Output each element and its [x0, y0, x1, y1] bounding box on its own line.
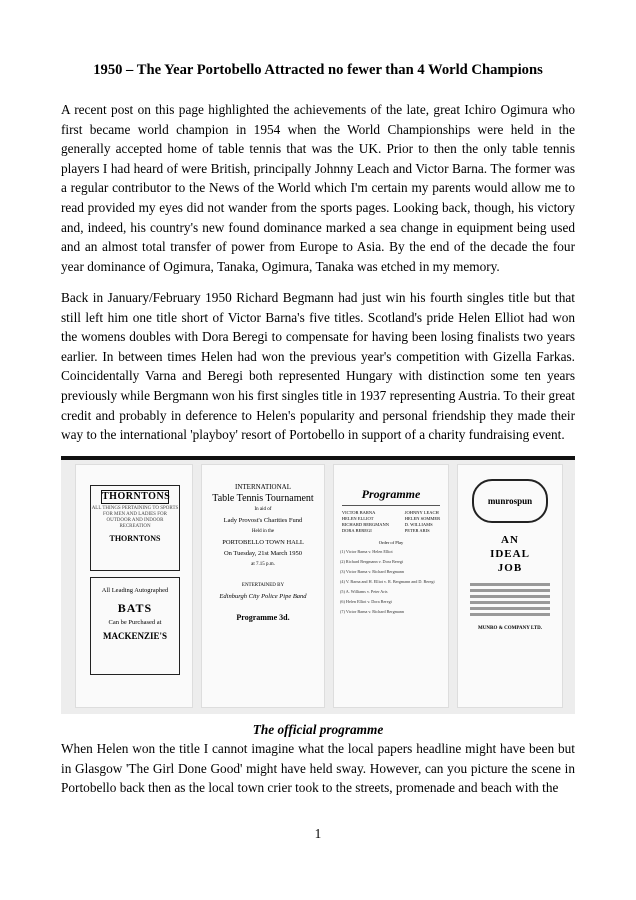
programme-heading: Programme — [361, 487, 421, 501]
match-row: (6) Helen Elliot v. Dora Beregi — [340, 599, 392, 604]
thorntons-advert — [90, 485, 180, 571]
cover-line-3: In aid of — [254, 507, 272, 512]
match-row: (2) Richard Bergmann v. Dora Beregi — [340, 559, 404, 564]
munro-company: MUNRO & COMPANY LTD. — [478, 626, 542, 631]
ad-line-2: Can be Purchased at — [108, 619, 162, 626]
players-list — [334, 510, 448, 534]
order-of-play-label: Order of Play — [378, 540, 404, 545]
right-player: HELEN SOMMER — [404, 516, 441, 521]
cover-line-2: Table Tennis Tournament — [212, 493, 314, 504]
cover-line-9: ENTERTAINED BY — [241, 583, 285, 588]
cover-line-5: Held in the — [251, 529, 275, 534]
programme-page-munro — [457, 464, 563, 708]
right-player: D. WILLIAMS — [404, 522, 433, 527]
ad-shop: MACKENZIE'S — [102, 631, 167, 641]
programme-page-order — [333, 464, 449, 708]
paragraph-2: Back in January/February 1950 Richard Begmann had just win his fourth singles title but that still left him one title short of Victor Barna's five titles. Scotland's pride Helen Elliot had won the womens doubles with Dora Beregi to compensate for having been losing finalists two years earlier. In between times Helen had won the previous year's competition with Gizella Farkas. Coincidentally Varna and Beregi both represented Hungary with distinction some ten years previously while Bergmann won his first singles title in 1937 representing Austria. To their great credit and probably in deference to Helen's popularity and personal friendship they made their way to the international 'playboy' resort of Portobello in support of a charity fundraising event. — [61, 290, 575, 443]
ideal-line-1: AN — [501, 534, 519, 546]
match-row: (3) Victor Barna v. Richard Bergmann — [340, 569, 404, 574]
cover-line-4: Lady Provost's Charities Fund — [223, 517, 303, 524]
programme-page-cover — [201, 464, 325, 708]
match-row: (1) Victor Barna v. Helen Elliot — [340, 549, 393, 554]
paragraph-3: When Helen won the title I cannot imagine what the local papers headline might have been but in Glasgow 'The Girl Done Good' might have held sway. However, can you picture the scene in Portobello back then as the local town crier took to the streets, promenade and beach with the — [61, 741, 575, 796]
cover-line-8: at 7.15 p.m. — [251, 562, 275, 567]
cover-line-1: INTERNATIONAL — [235, 483, 291, 491]
thorntons-brand: THORNTONS — [102, 491, 171, 502]
cover-line-6: PORTOBELLO TOWN HALL — [222, 539, 304, 546]
left-player: HELEN ELLIOT — [341, 516, 374, 521]
match-row: (4) V. Barna and H. Elliot v. R. Bergmann and D. Beregi — [340, 579, 435, 584]
left-player: RICHARD BERGMANN — [341, 522, 389, 527]
cover-line-10: Edinburgh City Police Pipe Band — [219, 593, 307, 600]
left-player: VICTOR BARNA — [341, 510, 376, 515]
ad-bats: BATS — [117, 601, 153, 615]
cover-line-11: Programme 3d. — [236, 613, 290, 622]
ideal-line-2: IDEAL — [490, 548, 530, 560]
left-player: DORA BEREGI — [341, 528, 372, 533]
programme-page-adverts — [75, 464, 193, 708]
mackenzies-advert — [90, 577, 180, 675]
paragraph-1: A recent post on this page highlighted the achievements of the late, great Ichiro Ogimura who first became world champion in 1954 when the World Championships were held in the generally accepted home of table tennis that was the UK. Prior to then the only table tennis players I had heard of were British, principally Johnny Leach and Victor Barna. The former was a regular contributor to the News of the World which I'm certain my parents would allow me to read provided my eyes did not wander from the sports pages. Looking back, though, his victory and, indeed, his country's new found dominance marked a sea change in equipment being used and an almost total transfer of power from Europe to Asia. By the end of the decade the four year dominance of Ogimura, Tanaka, Ogimura, Tanaka was etched in my memory. — [61, 102, 575, 274]
right-player: PETER ARIS — [404, 528, 430, 533]
munrospun-logo: munrospun — [472, 479, 548, 523]
programme-image — [61, 456, 575, 714]
page-number: 1 — [314, 826, 322, 841]
page-title: 1950 – The Year Portobello Attracted no fewer than 4 World Champions — [93, 62, 543, 78]
right-player: JOHNNY LEACH — [404, 510, 439, 515]
cover-line-7: On Tuesday, 21st March 1950 — [223, 550, 303, 557]
match-row: (5) A. Williams v. Peter Aris — [340, 589, 388, 594]
match-row: (7) Victor Barna v. Richard Bergmann — [340, 609, 404, 614]
figure-caption: The official programme — [252, 722, 384, 737]
ad-line-1: All Leading Autographed — [101, 587, 169, 594]
thorntons-text: ALL THINGS PERTAINING TO SPORTS FOR MEN AND LADIES FOR OUTDOOR AND INDOOR RECREATION — [91, 506, 179, 529]
thorntons-brand-bottom: THORNTONS — [109, 534, 161, 543]
ideal-line-3: JOB — [497, 562, 523, 574]
